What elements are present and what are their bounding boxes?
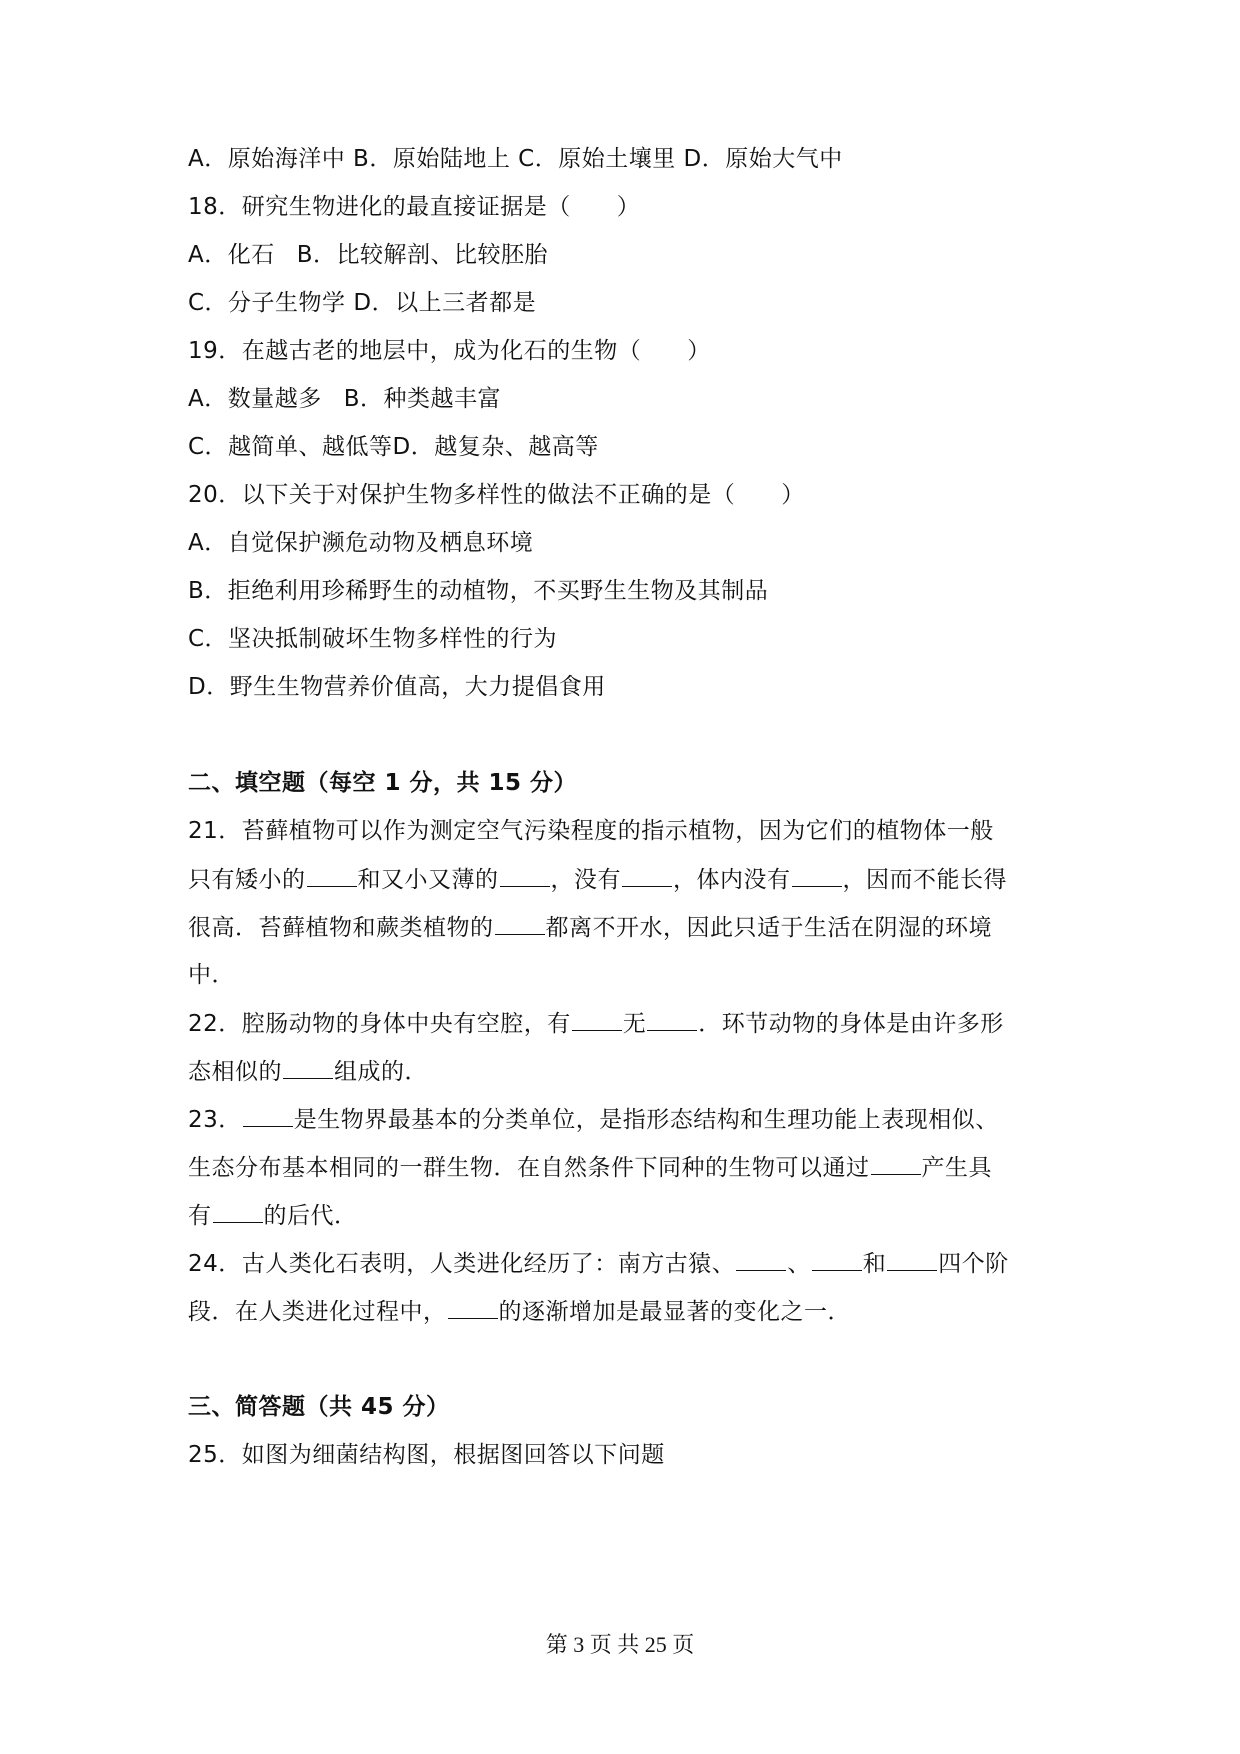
q18-option-a: A．化石: [188, 242, 275, 268]
q19-stem: [188, 336, 711, 366]
text-segment: ，因而不能长得: [842, 867, 1007, 893]
text-segment: 生态分布基本相同的一群生物．在自然条件下同种的生物可以通过: [188, 1155, 870, 1181]
q20-stem: [188, 480, 805, 510]
fill-blank[interactable]: [792, 864, 842, 887]
text-segment: 是生物界最基本的分类单位，是指形态结构和生理功能上表现相似、: [293, 1107, 999, 1133]
q21-line-2: [188, 864, 1007, 895]
text-segment: 只有矮小的: [188, 867, 306, 893]
q23-line-1: [188, 1104, 999, 1135]
q18-close-paren: ）: [616, 194, 641, 220]
q24-line-1: [188, 1248, 1009, 1279]
section-2-heading: 二、填空题（每空 1 分，共 15 分）: [188, 770, 578, 796]
q19-option-b: B．种类越丰富: [343, 386, 502, 412]
fill-blank[interactable]: [243, 1104, 293, 1127]
q19-option-a: A．数量越多: [188, 386, 322, 412]
text-segment: 都离不开水，因此只适于生活在阴湿的环境: [545, 915, 992, 941]
q17-options: A．原始海洋中 B．原始陆地上 C．原始土壤里 D．原始大气中: [188, 146, 843, 172]
fill-blank[interactable]: [622, 864, 672, 887]
section-3-heading: 三、简答题（共 45 分）: [188, 1394, 450, 1420]
q19-options-ab: [188, 384, 501, 414]
q21-line-4: 中．: [188, 962, 235, 988]
text-segment: 无: [622, 1011, 647, 1037]
q19-close-paren: ）: [687, 338, 711, 364]
text-segment: ，体内没有: [673, 867, 791, 893]
q23-line-3: [188, 1200, 358, 1231]
text-segment: 的逐渐增加是最显著的变化之一．: [498, 1299, 851, 1325]
text-segment: 24．古人类化石表明，人类进化经历了：南方古猿、: [188, 1251, 736, 1277]
q18-options-ab: [188, 240, 548, 270]
text-segment: 和又小又薄的: [357, 867, 499, 893]
text-segment: 组成的．: [334, 1059, 428, 1085]
fill-blank[interactable]: [871, 1152, 921, 1175]
text-segment: 和: [862, 1251, 887, 1277]
fill-blank[interactable]: [887, 1248, 937, 1271]
fill-blank[interactable]: [448, 1296, 498, 1319]
text-segment: 、: [787, 1251, 811, 1277]
text-segment: 的后代．: [263, 1203, 358, 1229]
q18-stem: [188, 192, 640, 222]
q20-option-d: D．野生生物营养价值高，大力提倡食用: [188, 674, 606, 700]
fill-blank[interactable]: [647, 1008, 697, 1031]
q20-option-c: C．坚决抵制破坏生物多样性的行为: [188, 626, 558, 652]
text-segment: ．环节动物的身体是由许多形: [698, 1011, 1004, 1037]
fill-blank[interactable]: [495, 912, 545, 935]
fill-blank[interactable]: [500, 864, 550, 887]
text-segment: 有: [188, 1203, 212, 1229]
text-segment: 22．腔肠动物的身体中央有空腔，有: [188, 1011, 571, 1037]
q23-line-2: [188, 1152, 992, 1183]
q21-line-1: 21．苔藓植物可以作为测定空气污染程度的指示植物，因为它们的植物体一般: [188, 818, 994, 844]
q20-option-b: B．拒绝利用珍稀野生的动植物，不买野生生物及其制品: [188, 578, 769, 604]
q19-options-cd: C．越简单、越低等D．越复杂、越高等: [188, 434, 599, 460]
fill-blank[interactable]: [572, 1008, 622, 1031]
text-segment: ，没有: [550, 867, 621, 893]
q25-stem: 25．如图为细菌结构图，根据图回答以下问题: [188, 1442, 665, 1468]
q20-option-a: A．自觉保护濒危动物及栖息环境: [188, 530, 534, 556]
text-segment: 很高．苔藓植物和蕨类植物的: [188, 915, 494, 941]
fill-blank[interactable]: [283, 1056, 333, 1079]
fill-blank[interactable]: [307, 864, 357, 887]
text-segment: 四个阶: [938, 1251, 1009, 1277]
text-segment: 产生具: [921, 1155, 992, 1181]
fill-blank[interactable]: [812, 1248, 862, 1271]
q20-stem-text: 20．以下关于对保护生物多样性的做法不正确的是（: [188, 482, 736, 508]
q22-line-1: [188, 1008, 1004, 1039]
q18-options-cd: C．分子生物学 D．以上三者都是: [188, 290, 537, 316]
q22-line-2: [188, 1056, 428, 1087]
fill-blank[interactable]: [736, 1248, 786, 1271]
q24-line-2: [188, 1296, 851, 1327]
q18-option-b: B．比较解剖、比较胚胎: [296, 242, 549, 268]
q18-stem-text: 18．研究生物进化的最直接证据是（: [188, 194, 571, 220]
text-segment: 23．: [188, 1107, 242, 1133]
q20-close-paren: ）: [781, 482, 805, 508]
page-footer: 第 3 页 共 25 页: [545, 1632, 695, 1657]
text-segment: 态相似的: [188, 1059, 282, 1085]
text-segment: 段．在人类进化过程中，: [188, 1299, 447, 1325]
q19-stem-text: 19．在越古老的地层中，成为化石的生物（: [188, 338, 642, 364]
q21-line-3: [188, 912, 992, 943]
fill-blank[interactable]: [213, 1200, 263, 1223]
